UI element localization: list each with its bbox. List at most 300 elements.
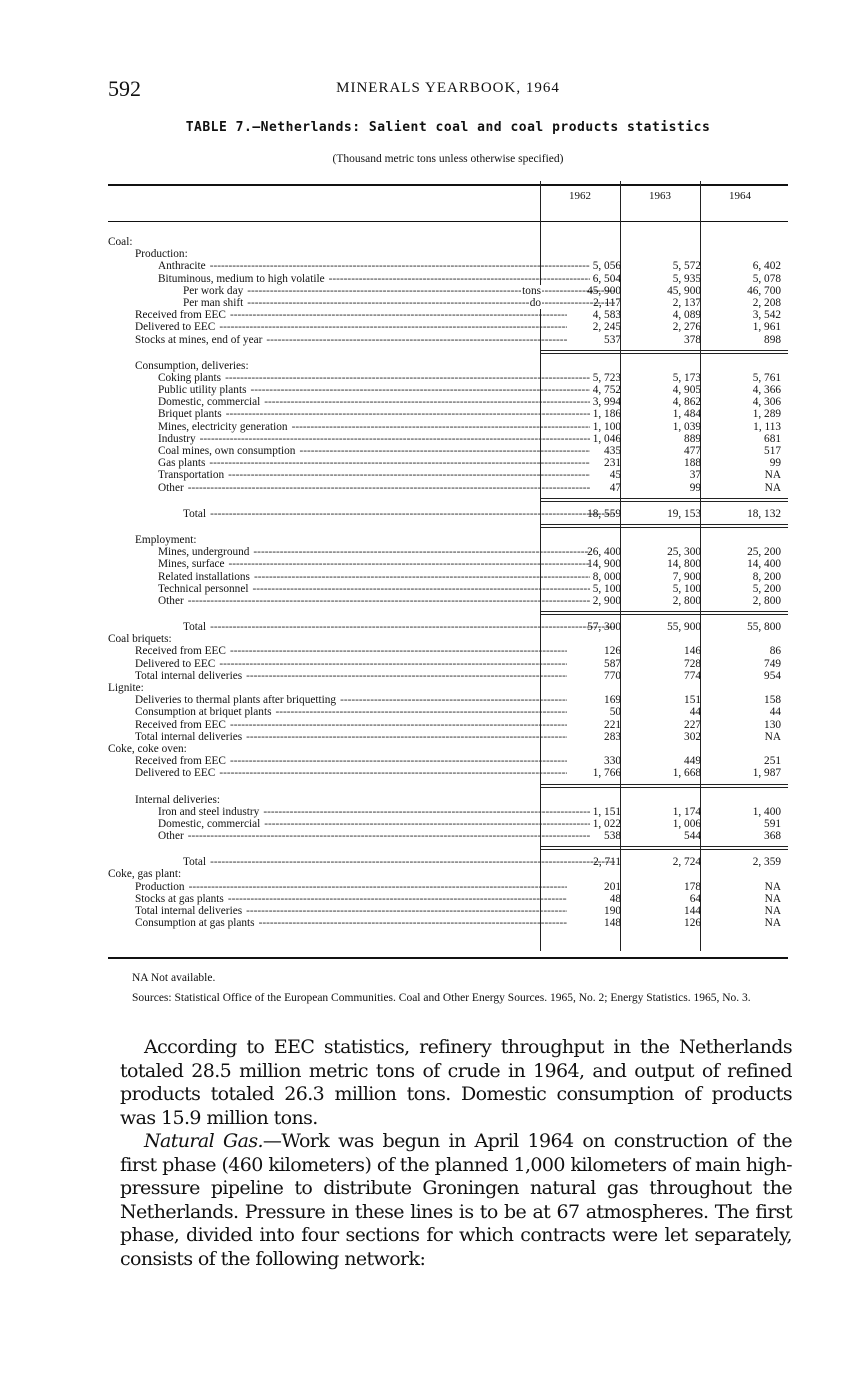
row-label [108,767,567,779]
cell-1962: 330 [604,755,621,768]
row-label-text: Public utility plants [158,384,247,397]
row-label [108,321,567,333]
row-label [108,372,590,384]
row-label [108,360,567,372]
table-row [108,236,788,248]
row-label-text: Stocks at gas plants [135,892,224,905]
cell-1963: 544 [684,830,701,843]
cell-1964: 25, 200 [747,546,781,559]
table-row [108,360,788,372]
cell-1962: 57, 300 [587,621,621,634]
cell-1964: 368 [764,830,781,843]
cell-1963: 7, 900 [672,570,701,583]
table-row [108,571,788,583]
table-title: TABLE 7.—Netherlands: Salient coal and coal products statistics [185,120,711,135]
row-label [108,508,615,520]
cell-1962: 231 [604,457,621,470]
row-label-text: Received from EEC [135,645,226,658]
row-label-text: Production: [135,248,188,261]
cell-1962: 5, 723 [592,371,621,384]
row-label [108,445,590,457]
cell-1963: 144 [684,905,701,917]
cell-1962: 169 [604,694,621,707]
cell-1963: 151 [684,694,701,707]
table-row [108,731,788,743]
row-label-text: Industry [158,432,196,445]
table-row [108,260,788,272]
row-label [108,806,590,818]
cell-1962: 1, 151 [592,805,621,818]
cell-1964: 4, 306 [752,396,781,409]
row-label-text: Total internal deliveries [135,730,243,743]
cell-1963: 477 [684,445,701,457]
row-separator [108,607,788,621]
cell-1964: NA [764,730,781,743]
cell-1963: 5, 572 [672,260,701,273]
cell-1964: 1, 400 [752,805,781,818]
cell-1963: 5, 173 [672,371,701,384]
row-separator [108,842,788,856]
cell-1962: 3, 994 [592,396,621,409]
row-unit [108,297,542,309]
row-label [108,621,615,633]
cell-1964: 517 [764,445,781,457]
cell-1963: 55, 900 [667,621,701,634]
row-label-text: Stocks at mines, end of year [135,333,263,346]
table-row [108,806,788,818]
table-row [108,384,788,396]
cell-1963: 1, 039 [672,420,701,433]
column-header-1963: 1963 [649,190,671,202]
cell-1963: 1, 668 [672,767,701,780]
paragraph-natural-gas [120,1130,792,1271]
table-row [108,868,788,880]
table-row [108,645,788,657]
cell-1962: 45 [609,469,621,482]
row-label-text: Briquet plants [158,408,222,421]
cell-1963: 4, 862 [672,396,701,409]
row-label [108,893,567,905]
row-label [108,755,567,767]
cell-1964: 1, 113 [753,420,781,433]
row-separator [108,780,788,794]
row-label [108,421,590,433]
cell-1963: 4, 089 [672,309,701,322]
cell-1964: NA [764,469,781,482]
row-label-text: Delivered to EEC [135,767,216,780]
row-label [108,794,567,806]
page-number: 592 [108,76,141,101]
table-row [108,534,788,546]
cell-1962: 14, 900 [587,558,621,571]
table-row [108,881,788,893]
cell-1964: 46, 700 [747,284,781,297]
row-label-text: Coal: [108,236,133,248]
row-label-text: Internal deliveries: [135,793,221,806]
cell-1962: 48 [609,892,621,905]
row-label [108,830,590,842]
table-row [108,917,788,929]
table-row [108,372,788,384]
cell-1963: 188 [684,457,701,470]
page-header [108,76,788,104]
cell-1964: 86 [769,645,781,658]
natural-gas-heading: Natural Gas. [144,1130,263,1152]
table-row [108,273,788,285]
table-row [108,755,788,767]
cell-1964: 158 [764,694,781,707]
row-label-text: Per man shift [183,296,244,309]
table-row [108,633,788,645]
row-label [108,408,590,420]
table-row [108,457,788,469]
row-label-text: Transportation [158,469,225,482]
table-row [108,482,788,494]
table-row [108,830,788,842]
row-label [108,384,590,396]
cell-1962: 6, 504 [592,272,621,285]
table-row [108,421,788,433]
cell-1963: 14, 800 [667,558,701,571]
row-separator [108,346,788,360]
cell-1964: NA [764,905,781,917]
natural-gas-text: —Work was begun in April 1964 on construction of the first phase (460 kilometers) of the planned 1,000 kilometers of main high-pressure pipeline to distribute Groningen natural gas throughout the Netherlands. Pressure in these lines is to be at 67 atmospheres. The first phase, divided into four sections for which contracts were let separately, consists of the following network: [120,1130,792,1270]
cell-1962: 2, 900 [592,594,621,607]
cell-1963: 378 [684,333,701,346]
sources-note: Sources: Statistical Office of the European Communities. Coal and Other Energy Sources. 1965, No. 2; Energy Statistics. 1965, No. 3. [132,992,751,1004]
row-label-text: Technical personnel [158,582,249,595]
row-label [108,682,540,694]
cell-1963: 99 [689,481,701,494]
cell-1962: 26, 400 [587,546,621,559]
cell-1962: 1, 100 [592,420,621,433]
row-label-text: Delivered to EEC [135,321,216,334]
row-unit [108,285,542,297]
table-top-rule [108,184,788,186]
row-label [108,868,540,880]
row-label [108,236,540,248]
table-header-rule [108,221,788,222]
cell-1962: 5, 056 [592,260,621,273]
row-label [108,856,615,868]
row-label [108,396,590,408]
cell-1962: 5, 100 [592,582,621,595]
row-label-text: Iron and steel industry [158,805,260,818]
table-row [108,321,788,333]
row-label [108,719,567,731]
cell-1964: 1, 987 [752,767,781,780]
cell-1964: 251 [764,755,781,768]
cell-1964: 5, 200 [752,582,781,595]
table-row [108,694,788,706]
cell-1962: 1, 766 [592,767,621,780]
row-label-text: Total [183,507,207,520]
row-label-text: Coke, coke oven: [108,742,187,755]
row-separator [108,520,788,534]
table-row [108,658,788,670]
cell-1964: 6, 402 [752,260,781,273]
cell-1963: 227 [684,718,701,731]
row-label-text: Consumption at gas plants [135,917,255,930]
cell-1962: 1, 186 [592,408,621,421]
cell-1964: NA [764,880,781,893]
row-label-text: Lignite: [108,682,144,694]
table-row [108,905,788,917]
row-separator [108,494,788,508]
paragraph-refinery: According to EEC statistics, refinery throughput in the Netherlands totaled 28.5 million metric tons of crude in 1964, and output of refined products totaled 26.3 million tons. Domestic consumption of products was 15.9 million tons. [120,1036,792,1129]
row-label [108,571,590,583]
row-label-text: Other [158,830,184,843]
column-header-1964: 1964 [729,190,751,202]
cell-1962: 148 [604,917,621,930]
row-label-text: Employment: [135,533,197,546]
cell-1964: 2, 800 [752,594,781,607]
row-label [108,595,590,607]
row-label-text: Consumption at briquet plants [135,706,272,719]
row-label [108,260,590,272]
row-label-text: Received from EEC [135,309,226,322]
cell-1964: 14, 400 [747,558,781,571]
cell-1963: 5, 100 [672,582,701,595]
table-row [108,309,788,321]
running-head: MINERALS YEARBOOK, 1964 [336,80,560,96]
table-row [108,248,788,260]
cell-1962: 126 [604,645,621,658]
row-label [108,917,567,929]
row-label [108,743,540,755]
cell-1963: 2, 800 [672,594,701,607]
row-label [108,273,590,285]
row-label [108,905,567,917]
cell-1964: 3, 542 [752,309,781,322]
cell-1964: 2, 359 [752,856,781,869]
cell-1964: 130 [764,718,781,731]
row-label-text: Coal briquets: [108,633,172,646]
cell-1963: 728 [684,657,701,670]
cell-1964: 18, 132 [747,507,781,520]
separator-rule [540,611,788,615]
row-label [108,482,590,494]
row-label [108,433,590,445]
cell-1964: NA [764,917,781,930]
table-row [108,508,788,520]
row-label [108,469,590,481]
cell-1963: 1, 006 [672,817,701,830]
row-label [108,457,590,469]
cell-1963: 37 [689,469,701,482]
cell-1964: 4, 366 [752,384,781,397]
table-row [108,408,788,420]
cell-1962: 4, 752 [592,384,621,397]
cell-1963: 1, 174 [672,805,701,818]
table-row [108,818,788,830]
row-label [108,583,590,595]
cell-1964: 954 [764,669,781,682]
table-row [108,670,788,682]
cell-1962: 2, 117 [593,296,621,309]
na-note: NA Not available. [132,972,216,984]
table-row [108,546,788,558]
row-label-text: Total internal deliveries [135,669,243,682]
cell-1964: 5, 078 [752,272,781,285]
table-row [108,285,788,297]
separator-rule [540,846,788,850]
table-row [108,595,788,607]
cell-1963: 2, 276 [672,321,701,334]
cell-1964: NA [764,892,781,905]
cell-1964: 681 [764,432,781,445]
cell-1962: 435 [604,445,621,457]
row-label-text: Delivered to EEC [135,657,216,670]
row-label [108,558,590,570]
row-label-text: Received from EEC [135,755,226,768]
column-header-1962: 1962 [569,190,591,202]
cell-1964: 8, 200 [752,570,781,583]
table-row [108,682,788,694]
cell-1962: 18, 559 [587,507,621,520]
table-subtitle: (Thousand metric tons unless otherwise specified) [332,153,564,165]
row-label [108,534,567,546]
table-row [108,893,788,905]
cell-1962: 770 [604,669,621,682]
table-row [108,558,788,570]
row-label-text: Total [183,856,207,869]
cell-1963: 4, 905 [672,384,701,397]
cell-1963: 45, 900 [667,284,701,297]
cell-1962: 4, 583 [592,309,621,322]
cell-1962: 1, 022 [592,817,621,830]
table-bottom-rule [108,957,788,959]
cell-1962: 2, 711 [593,856,621,869]
row-label-text: Other [158,481,184,494]
row-label [108,694,567,706]
cell-1962: 201 [604,880,621,893]
row-label [108,658,567,670]
cell-1964: 1, 961 [752,321,781,334]
cell-1962: 190 [604,905,621,917]
cell-1962: 587 [604,657,621,670]
table-row [108,583,788,595]
cell-1963: 2, 137 [672,296,701,309]
table-row [108,719,788,731]
separator-rule [540,498,788,502]
row-label [108,670,567,682]
row-label [108,334,567,346]
row-unit-text: do [529,296,541,309]
cell-1963: 64 [689,892,701,905]
separator-rule [540,350,788,354]
cell-1964: 2, 208 [752,296,781,309]
cell-1963: 44 [689,706,701,719]
cell-1963: 1, 484 [672,408,701,421]
separator-rule [540,784,788,788]
cell-1964: 99 [769,457,781,470]
table-row [108,297,788,309]
cell-1963: 146 [684,645,701,658]
row-label-text: Mines, electricity generation [158,420,288,433]
cell-1962: 2, 245 [592,321,621,334]
cell-1964: 5, 761 [752,371,781,384]
cell-1962: 47 [609,481,621,494]
row-label [108,546,590,558]
row-label-text: Consumption, deliveries: [135,359,249,372]
row-label-text: Domestic, commercial [158,817,261,830]
cell-1964: 749 [764,657,781,670]
table-row [108,621,788,633]
cell-1964: 898 [764,333,781,346]
row-label-text: Other [158,594,184,607]
table-notes [132,970,792,1006]
row-label-text: Mines, surface [158,558,225,571]
row-label [108,633,540,645]
table-body [108,236,788,929]
cell-1963: 19, 153 [667,507,701,520]
row-label-text: Domestic, commercial [158,396,261,409]
row-label-text: Received from EEC [135,718,226,731]
table-row [108,743,788,755]
cell-1962: 45, 900 [587,284,621,297]
row-unit-text: tons [522,284,541,297]
row-label-text: Anthracite [158,260,206,273]
row-label-text: Production [135,880,185,893]
table-row [108,396,788,408]
table-row [108,706,788,718]
row-label-text: Coke, gas plant: [108,868,182,881]
table-row [108,334,788,346]
cell-1962: 221 [604,718,621,731]
row-label [108,818,590,830]
cell-1963: 2, 724 [672,856,701,869]
cell-1964: 591 [764,817,781,830]
cell-1964: 55, 800 [747,621,781,634]
row-label [108,309,567,321]
separator-rule [540,524,788,528]
table-row [108,445,788,457]
cell-1963: 5, 935 [672,272,701,285]
cell-1963: 25, 300 [667,546,701,559]
row-label-text: Coal mines, own consumption [158,445,296,457]
cell-1963: 889 [684,432,701,445]
table-row [108,856,788,868]
table-row [108,469,788,481]
row-label-text: Coking plants [158,371,222,384]
row-label-text: Total [183,621,207,634]
row-label [108,645,567,657]
cell-1962: 8, 000 [592,570,621,583]
row-label [108,248,567,260]
cell-1963: 178 [684,880,701,893]
cell-1963: 126 [684,917,701,930]
cell-1963: 302 [684,730,701,743]
row-label-text: Bituminous, medium to high volatile [158,272,325,285]
cell-1962: 50 [609,706,621,719]
row-label-text: Gas plants [158,457,206,470]
table-row [108,767,788,779]
cell-1962: 1, 046 [592,432,621,445]
cell-1962: 538 [604,830,621,843]
row-label [108,881,567,893]
cell-1963: 774 [684,669,701,682]
cell-1962: 537 [604,333,621,346]
table-row [108,794,788,806]
body-text [120,1036,792,1271]
row-label [108,731,567,743]
row-label-text: Mines, underground [158,546,250,559]
row-label [108,706,567,718]
cell-1964: 1, 289 [752,408,781,421]
row-label-text: Related installations [158,570,250,583]
cell-1962: 283 [604,730,621,743]
